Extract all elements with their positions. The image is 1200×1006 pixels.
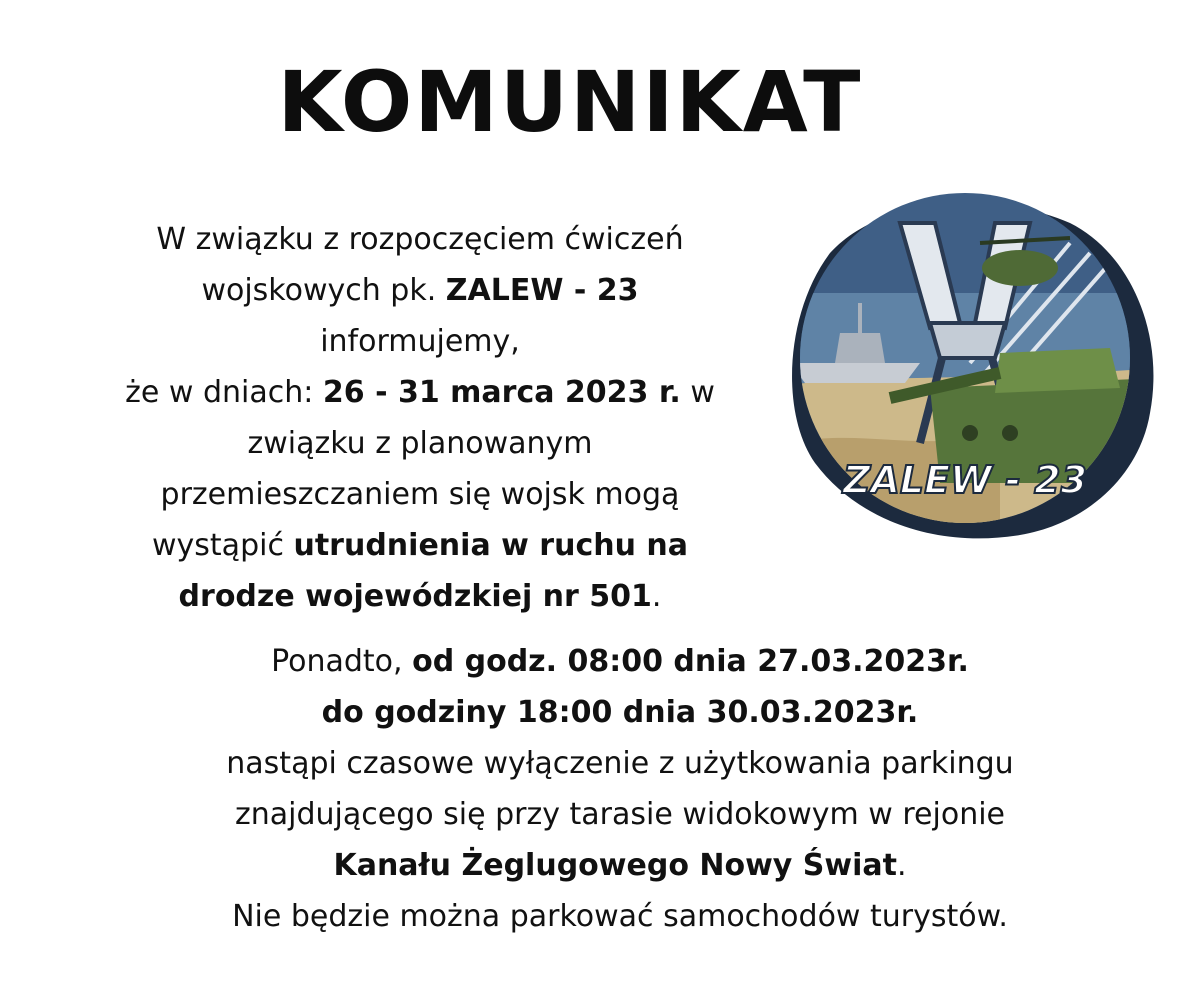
text-line: wystąpić utrudnienia w ruchu na — [152, 528, 688, 563]
text-line: że w dniach: 26 - 31 marca 2023 r. w — [125, 375, 715, 410]
text-line: Kanału Żeglugowego Nowy Świat. — [333, 848, 907, 883]
traffic-warning: utrudnienia w ruchu na — [293, 528, 688, 563]
text-line: związku z planowanym — [247, 426, 593, 461]
text-line: Nie będzie można parkować samochodów turystów. — [232, 899, 1008, 934]
road-name: drodze wojewódzkiej nr 501 — [178, 579, 652, 614]
exercise-dates: 26 - 31 marca 2023 r. — [322, 375, 681, 410]
exercise-emblem — [770, 183, 1160, 543]
text-line: W związku z rozpoczęciem ćwiczeń — [156, 222, 684, 257]
announcement-paragraph-1 — [60, 214, 780, 622]
announcement-paragraph-2 — [120, 636, 1120, 942]
emblem-label: ZALEW - 23 — [842, 458, 1088, 502]
text-line: informujemy, — [320, 324, 520, 359]
text-line: znajdującego się przy tarasie widokowym w rejonie — [234, 797, 1005, 832]
closure-end: do godziny 18:00 dnia 30.03.2023r. — [321, 695, 919, 730]
closure-start: od godz. 08:00 dnia 27.03.2023r. — [412, 644, 969, 679]
page-title: KOMUNIKAT — [277, 53, 863, 151]
text-line: przemieszczaniem się wojsk mogą — [160, 477, 680, 512]
text-line — [120, 687, 1120, 738]
exercise-name: ZALEW - 23 — [445, 273, 639, 308]
text-line: drodze wojewódzkiej nr 501. — [178, 579, 662, 614]
text-line: Ponadto, od godz. 08:00 dnia 27.03.2023r. — [271, 644, 969, 679]
text-line: wojskowych pk. ZALEW - 23 — [201, 273, 639, 308]
location-name: Kanału Żeglugowego Nowy Świat — [333, 848, 897, 883]
text-line: nastąpi czasowe wyłączenie z użytkowania parkingu — [226, 746, 1014, 781]
emblem-icon — [770, 183, 1160, 543]
